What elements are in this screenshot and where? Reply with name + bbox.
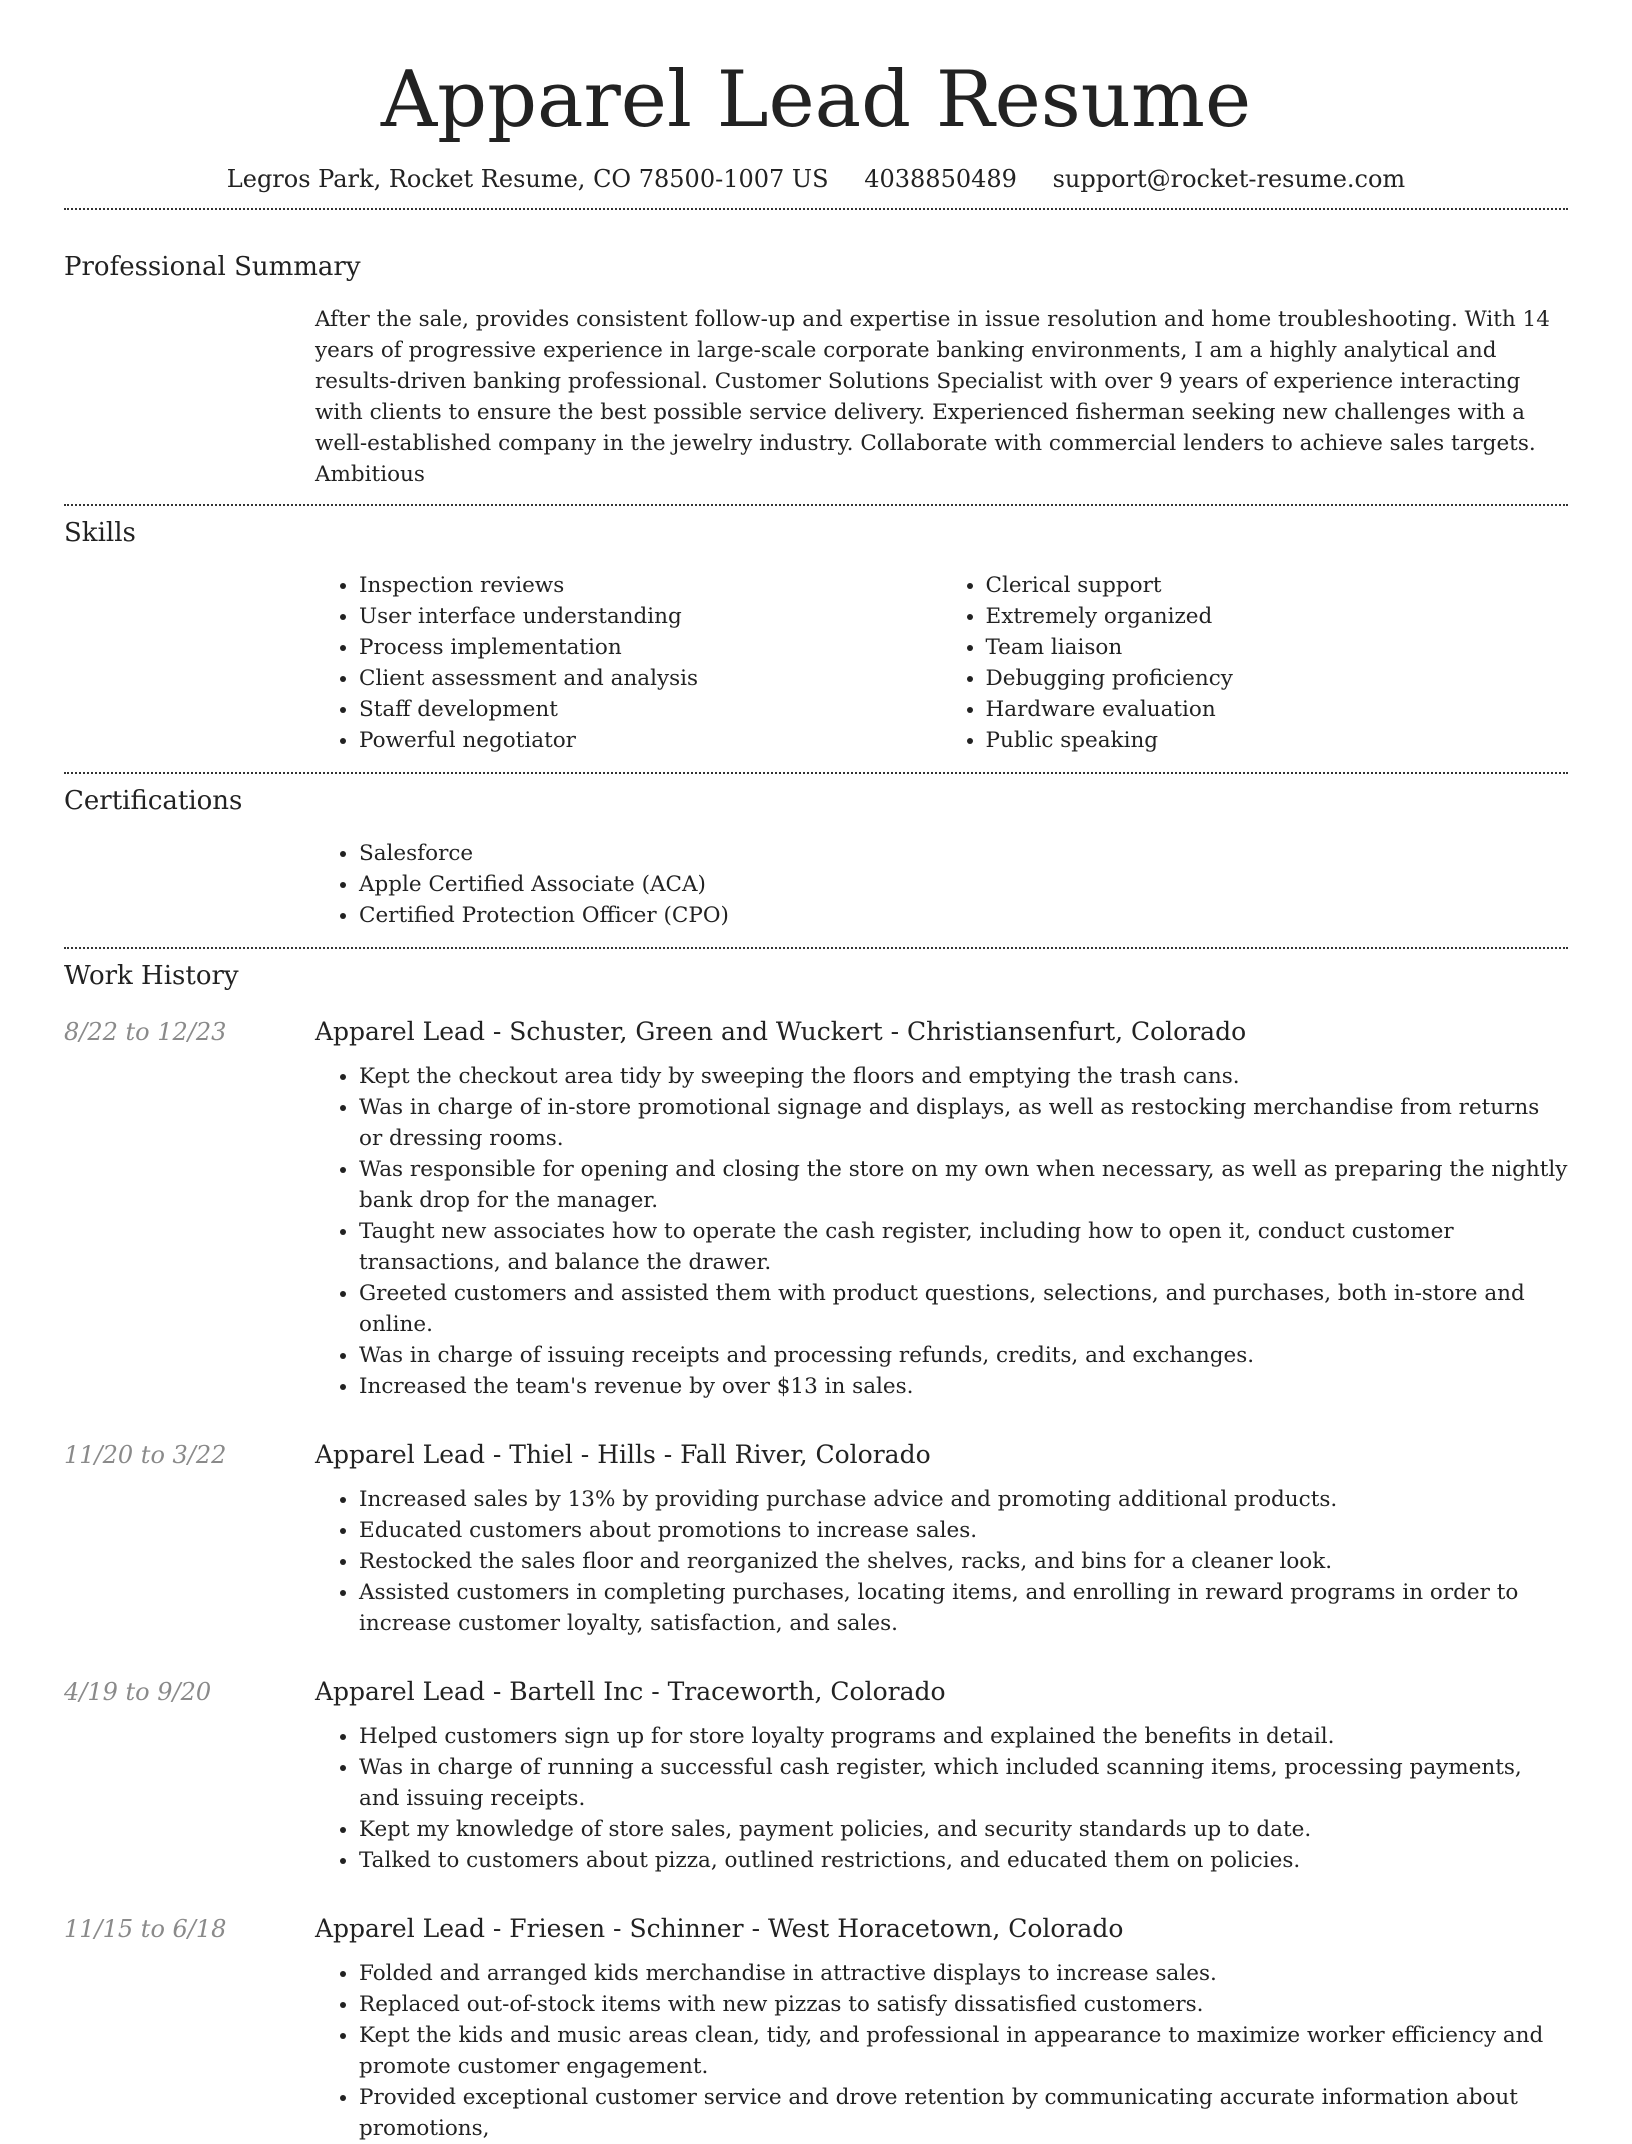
job-title: Apparel Lead - Thiel - Hills - Fall River, Colorado (315, 1440, 931, 1469)
job-bullets (315, 1484, 1568, 1639)
certification-item: • Apple Certified Associate (ACA) (359, 869, 1568, 900)
skill-item: • Hardware evaluation (986, 694, 1569, 725)
job-bullet: • Replaced out-of-stock items with new pizzas to satisfy dissatisfied customers. (359, 1989, 1568, 2020)
job-bullet: • Increased the team's revenue by over $13 in sales. (359, 1371, 1568, 1402)
job-bullet: • Was in charge of running a successful cash register, which included scanning items, processing payments, and issuing receipts. (359, 1752, 1568, 1814)
job-bullet: • Increased sales by 13% by providing purchase advice and promoting additional products. (359, 1484, 1568, 1515)
skill-item: • Debugging proficiency (986, 663, 1569, 694)
job-entry (64, 1438, 1568, 1639)
job-bullet: • Kept my knowledge of store sales, payment policies, and security standards up to date. (359, 1814, 1568, 1845)
job-bullets (315, 1958, 1568, 2144)
certification-item: • Salesforce (359, 838, 1568, 869)
skills-list-right (942, 570, 1569, 756)
job-bullet: • Taught new associates how to operate the cash register, including how to open it, conduct customer transactions, and balance the drawer. (359, 1216, 1568, 1278)
job-bullet: • Was responsible for opening and closing the store on my own when necessary, as well as preparing the nightly bank drop for the manager. (359, 1154, 1568, 1216)
job-title: Apparel Lead - Schuster, Green and Wuckert - Christiansenfurt, Colorado (315, 1017, 1247, 1046)
contact-email: support@rocket-resume.com (1052, 165, 1406, 193)
job-dates: 4/19 to 9/20 (64, 1678, 212, 1706)
skill-item: • Inspection reviews (359, 570, 942, 601)
work-history-section (64, 949, 1568, 2144)
job-bullet: • Was in charge of in-store promotional signage and displays, as well as restocking merchandise from returns or dressing rooms. (359, 1092, 1568, 1154)
job-bullets (315, 1721, 1568, 1876)
job-bullet: • Was in charge of issuing receipts and processing refunds, credits, and exchanges. (359, 1340, 1568, 1371)
job-bullet: • Restocked the sales floor and reorganized the shelves, racks, and bins for a cleaner look. (359, 1546, 1568, 1577)
resume-page (64, 0, 1568, 2144)
certifications-section (64, 774, 1568, 947)
job-title: Apparel Lead - Friesen - Schinner - West Horacetown, Colorado (315, 1914, 1124, 1943)
summary-section (64, 210, 1568, 504)
job-bullet: • Educated customers about promotions to increase sales. (359, 1515, 1568, 1546)
work-history-heading: Work History (64, 961, 239, 991)
summary-body (315, 304, 1568, 504)
skill-item: • User interface understanding (359, 601, 942, 632)
job-bullet: • Kept the checkout area tidy by sweeping the floors and emptying the trash cans. (359, 1061, 1568, 1092)
skills-body (315, 570, 1568, 772)
certification-item: • Certified Protection Officer (CPO) (359, 900, 1568, 931)
job-bullet: • Provided exceptional customer service and drove retention by communicating accurate information about promotions, (359, 2082, 1568, 2144)
job-details (315, 1912, 1568, 2144)
job-bullet: • Assisted customers in completing purchases, locating items, and enrolling in reward programs in order to increase customer loyalty, satisfaction, and sales. (359, 1577, 1568, 1639)
job-bullet: • Kept the kids and music areas clean, tidy, and professional in appearance to maximize worker efficiency and promote customer engagement. (359, 2020, 1568, 2082)
skill-item: • Team liaison (986, 632, 1569, 663)
job-entry (64, 1675, 1568, 1876)
certifications-list (315, 838, 1568, 931)
job-details (315, 1675, 1568, 1876)
resume-title: Apparel Lead Resume (380, 55, 1252, 145)
job-bullet: • Folded and arranged kids merchandise in attractive displays to increase sales. (359, 1958, 1568, 1989)
job-dates: 11/20 to 3/22 (64, 1441, 227, 1469)
certifications-heading: Certifications (64, 786, 243, 816)
job-dates: 8/22 to 12/23 (64, 1018, 227, 1046)
skill-item: • Extremely organized (986, 601, 1569, 632)
skill-item: • Powerful negotiator (359, 725, 942, 756)
certifications-body (315, 838, 1568, 947)
contact-address: Legros Park, Rocket Resume, CO 78500-1007 US (226, 165, 829, 193)
job-bullet: • Greeted customers and assisted them with product questions, selections, and purchases, both in-store and online. (359, 1278, 1568, 1340)
job-entry (64, 1912, 1568, 2144)
summary-heading: Professional Summary (64, 252, 361, 282)
job-bullets (315, 1061, 1568, 1402)
skill-item: • Clerical support (986, 570, 1569, 601)
job-details (315, 1015, 1568, 1402)
summary-text: After the sale, provides consistent follow-up and expertise in issue resolution and home troubleshooting. With 14 years of progressive experience in large-scale corporate banking environments, I am a highly analytical and results-driven banking professional. Customer Solutions Specialist with over 9 years of experience interacting with clients to ensure the best possible service delivery. Experienced fisherman seeking new challenges with a well-established company in the jewelry industry. Collaborate with commercial lenders to achieve sales targets. Ambitious (315, 307, 1550, 487)
skills-list-left (315, 570, 942, 756)
skill-item: • Client assessment and analysis (359, 663, 942, 694)
contact-line (64, 162, 1568, 208)
skill-item: • Process implementation (359, 632, 942, 663)
job-title: Apparel Lead - Bartell Inc - Traceworth, Colorado (315, 1677, 946, 1706)
job-bullet: • Talked to customers about pizza, outlined restrictions, and educated them on policies. (359, 1845, 1568, 1876)
skill-item: • Staff development (359, 694, 942, 725)
job-details (315, 1438, 1568, 1639)
skills-section (64, 506, 1568, 772)
job-entry (64, 1015, 1568, 1402)
skills-heading: Skills (64, 518, 136, 548)
skill-item: • Public speaking (986, 725, 1569, 756)
job-dates: 11/15 to 6/18 (64, 1915, 227, 1943)
job-bullet: • Helped customers sign up for store loyalty programs and explained the benefits in detail. (359, 1721, 1568, 1752)
contact-phone: 4038850489 (864, 165, 1017, 193)
